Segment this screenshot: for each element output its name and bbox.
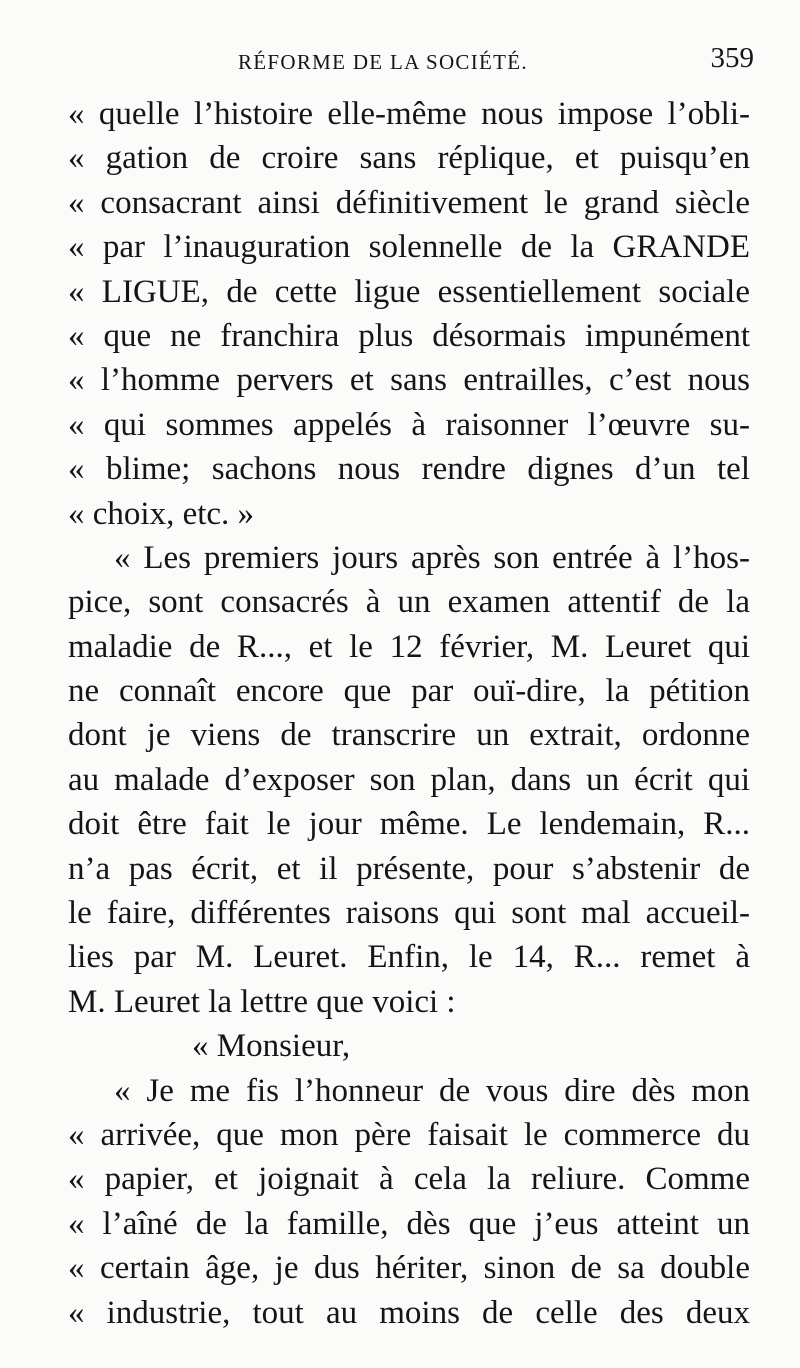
text-line: « quelle l’histoire elle-même nous impose l’obli- (68, 96, 750, 132)
text-line: « certain âge, je dus hériter, sinon de sa double (68, 1250, 750, 1287)
text-line: « choix, etc. » (68, 495, 255, 532)
text-line: « Les premiers jours après son entrée à l’hos- (114, 539, 750, 576)
text-line: maladie de R..., et le 12 février, M. Leuret qui (68, 628, 750, 665)
text-line: « industrie, tout au moins de celle des deux (68, 1294, 750, 1331)
text-line: au malade d’exposer son plan, dans un écrit qui (68, 761, 750, 798)
text-line: pice, sont consacrés à un examen attentif de la (68, 584, 750, 621)
text-line: « gation de croire sans réplique, et puisqu’en (68, 140, 750, 177)
text-line: « que ne franchira plus désormais impunément (68, 317, 750, 354)
text-line: « LIGUE, de cette ligue essentiellement sociale (68, 273, 750, 310)
text-line: « par l’inauguration solennelle de la GRANDE (68, 229, 750, 266)
text-line: dont je viens de transcrire un extrait, ordonne (68, 717, 750, 754)
running-header (0, 40, 800, 80)
text-line: ne connaît encore que par ouï-dire, la pétition (68, 673, 750, 710)
text-line: M. Leuret la lettre que voici : (68, 983, 456, 1020)
text-line: lies par M. Leuret. Enfin, le 14, R... remet à (68, 939, 750, 976)
text-line: « arrivée, que mon père faisait le commerce du (68, 1116, 750, 1153)
salutation-line: « Monsieur, (192, 1028, 351, 1065)
text-line: « papier, et joignait à cela la reliure. Comme (68, 1161, 750, 1198)
text-line: « qui sommes appelés à raisonner l’œuvre su- (68, 406, 750, 443)
body-text (68, 92, 750, 1335)
page-number: 359 (710, 42, 754, 74)
text-line: n’a pas écrit, et il présente, pour s’abstenir de (68, 850, 750, 887)
text-line: « consacrant ainsi définitivement le grand siècle (68, 184, 750, 221)
text-line: le faire, différentes raisons qui sont mal accueil- (68, 895, 750, 932)
running-title: RÉFORME DE LA SOCIÉTÉ. (238, 50, 528, 74)
text-line: « l’aîné de la famille, dès que j’eus atteint un (68, 1205, 750, 1242)
text-line: « l’homme pervers et sans entrailles, c’est nous (68, 362, 750, 399)
text-line: « Je me fis l’honneur de vous dire dès mon (114, 1072, 750, 1109)
text-line: « blime; sachons nous rendre dignes d’un tel (68, 451, 750, 488)
text-line: doit être fait le jour même. Le lendemain, R... (68, 806, 750, 843)
